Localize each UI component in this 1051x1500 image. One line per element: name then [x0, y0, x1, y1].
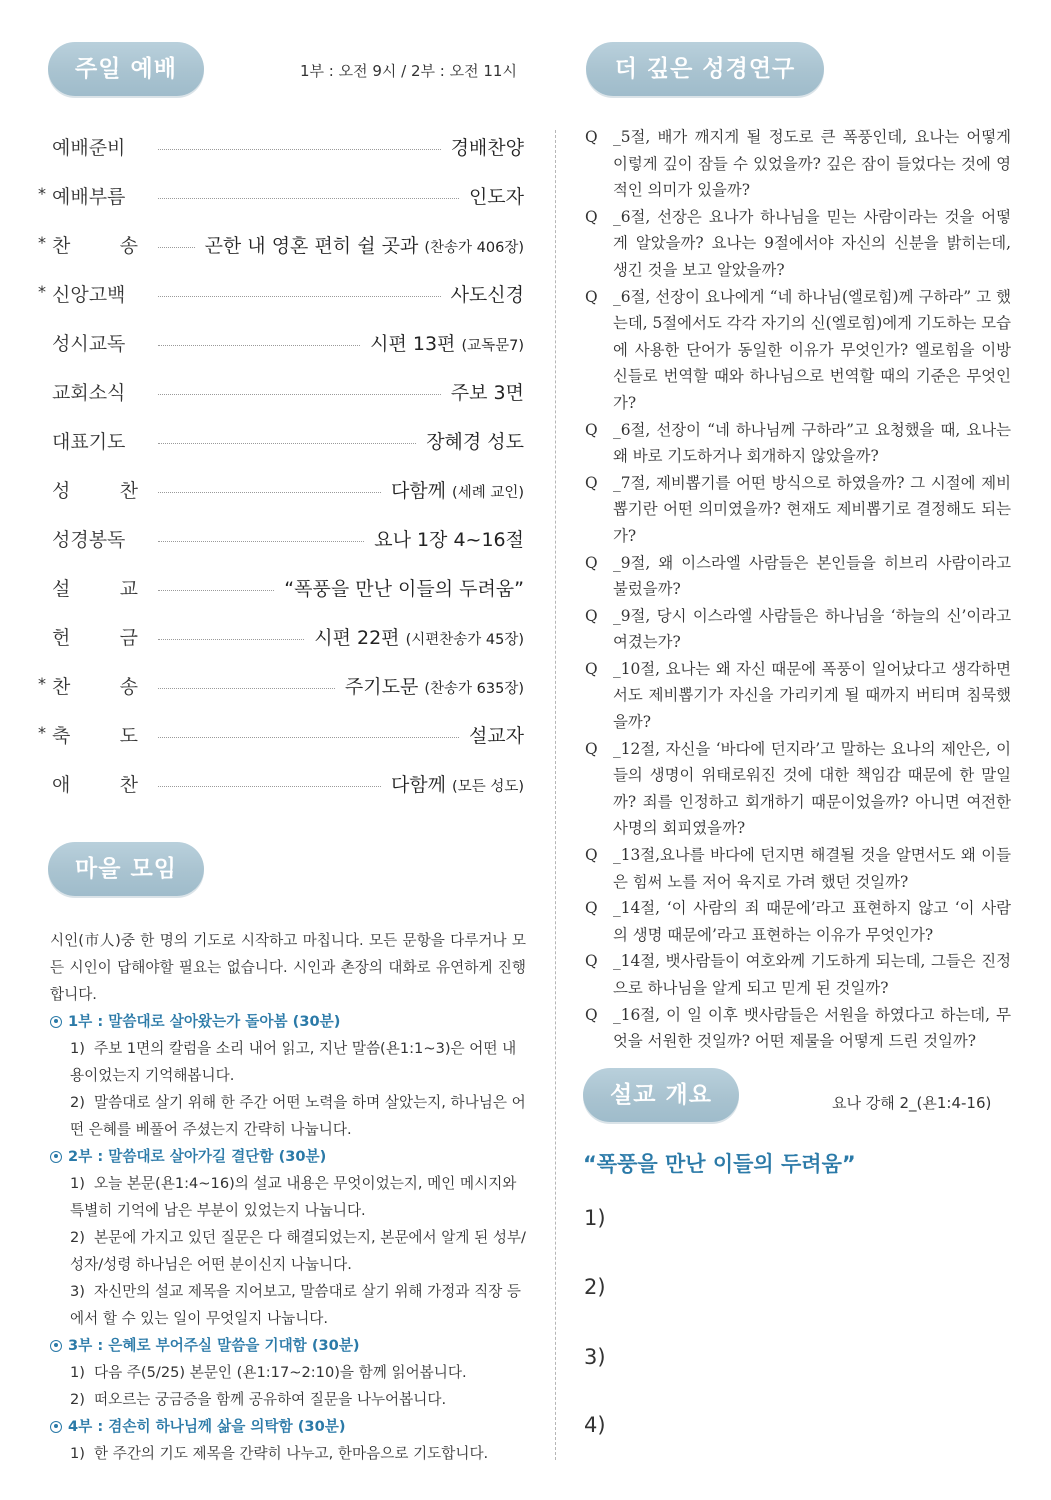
study-questions	[585, 124, 1011, 1055]
worship-times: 1부 : 오전 9시 / 2부 : 오전 11시	[300, 62, 517, 80]
part-heading: 3부 : 은혜로 부어주실 말씀을 기대함 (30분)	[50, 1332, 526, 1359]
order-value: 인도자	[468, 186, 524, 208]
list-item: 1) 다음 주(5/25) 본문인 (욘1:17~2:10)을 함께 읽어봅니다.	[70, 1364, 467, 1381]
order-value: 곤한 내 영혼 편히 쉴 곳과 (찬송가 406장)	[204, 235, 524, 257]
question-item: Q _9절, 당시 이스라엘 사람들은 하나님을 ‘하늘의 신’이라고 여겼는가?	[585, 606, 1011, 652]
order-label: 찬 송	[52, 676, 138, 698]
order-value: 주기도문 (찬송가 635장)	[344, 676, 524, 698]
dot-leader	[158, 345, 360, 346]
target-bullet-icon	[50, 1151, 62, 1163]
question-item: Q _9절, 왜 이스라엘 사람들은 본인들을 히브리 사람이라고 불렀을까?	[585, 553, 1011, 599]
worship-order-row	[38, 220, 524, 269]
dot-leader	[158, 247, 195, 248]
required-star: *	[38, 233, 46, 252]
worship-order-row	[38, 514, 524, 563]
order-value: 다함께 (세례 교인)	[390, 480, 524, 502]
order-label: 예배부름	[52, 186, 126, 208]
part-heading: 4부 : 겸손히 하나님께 삶을 의탁함 (30분)	[50, 1413, 526, 1440]
list-item: 1) 한 주간의 기도 제목을 간략히 나누고, 한마음으로 기도합니다.	[70, 1445, 489, 1462]
list-item: 1) 오늘 본문(욘1:4~16)의 설교 내용은 무엇이었는지, 메인 메시지와 특별히 기억에 남은 부분이 있었는지 나눕니다.	[70, 1175, 517, 1219]
required-star: *	[38, 184, 46, 203]
worship-order-row	[38, 661, 524, 710]
dot-leader	[158, 394, 441, 395]
worship-order-row	[38, 612, 524, 661]
order-value: “폭풍을 만난 이들의 두려움”	[284, 578, 524, 600]
order-value: 다함께 (모든 성도)	[390, 774, 524, 796]
target-bullet-icon	[50, 1340, 62, 1352]
list-item: 2) 말씀대로 살기 위해 한 주간 어떤 노력을 하며 살았는지, 하나님은 어떤 은혜를 베풀어 주셨는지 간략히 나눕니다.	[70, 1094, 526, 1138]
order-label: 성경봉독	[52, 529, 126, 551]
order-label: 교회소식	[52, 382, 126, 404]
order-label: 예배준비	[52, 137, 126, 159]
required-star: *	[38, 282, 46, 301]
dot-leader	[158, 443, 416, 444]
village-intro: 시인(市人)중 한 명의 기도로 시작하고 마칩니다. 모든 문항을 다루거나 모든 시인이 답해야할 필요는 없습니다. 시인과 촌장의 대화로 유연하게 진행합니다.	[50, 932, 526, 1003]
order-label: 애 찬	[52, 774, 138, 796]
worship-order-row	[38, 563, 524, 612]
question-item: Q _14절, ‘이 사람의 죄 때문에’라고 표현하지 않고 ‘이 사람의 생명 때문에’라고 표현하는 이유가 무엇인가?	[585, 899, 1011, 944]
dot-leader	[158, 541, 364, 542]
target-bullet-icon	[50, 1016, 62, 1028]
dot-leader	[158, 198, 459, 199]
list-item: 2) 본문에 가지고 있던 질문은 다 해결되었는지, 본문에서 알게 된 성부/성자/성령 하나님은 어떤 분이신지 나눕니다.	[70, 1229, 526, 1273]
outline-point-4: 4)	[584, 1413, 606, 1437]
question-item: Q _7절, 제비뽑기를 어떤 방식으로 하였을까? 그 시절에 제비뽑기란 어떤 의미였을까? 현재도 제비뽑기로 결정해도 되는가?	[585, 473, 1011, 545]
order-label: 신앙고백	[52, 284, 126, 306]
study-header: 더 깊은 성경연구	[586, 42, 824, 96]
order-label: 찬 송	[52, 235, 138, 257]
order-value: 요나 1장 4~16절	[374, 529, 524, 551]
column-divider	[555, 130, 556, 1460]
worship-order-row	[38, 122, 524, 171]
order-value: 장혜경 성도	[426, 431, 524, 453]
order-label: 축 도	[52, 725, 138, 747]
list-item: 3) 자신만의 설교 제목을 지어보고, 말씀대로 살기 위해 가정과 직장 등에서 할 수 있는 일이 무엇일지 나눕니다.	[70, 1283, 522, 1327]
dot-leader	[158, 688, 335, 689]
dot-leader	[158, 590, 274, 591]
order-value: 시편 13편 (교독문7)	[370, 333, 524, 355]
order-value: 시편 22편 (시편찬송가 45장)	[314, 627, 524, 649]
worship-order-row	[38, 710, 524, 759]
outline-reference: 요나 강해 2_(욘1:4-16)	[832, 1094, 992, 1112]
outline-point-1: 1)	[584, 1206, 606, 1230]
question-item: Q _5절, 배가 깨지게 될 정도로 큰 폭풍인데, 요나는 어떻게 이렇게 깊이 잠들 수 있었을까? 깊은 잠이 들었다는 것에 영적인 의미가 있을까?	[585, 128, 1011, 200]
target-bullet-icon	[50, 1421, 62, 1433]
question-item: Q _6절, 선장이 요나에게 “네 하나님(엘로힘)께 구하라” 고 했는데, 5절에서도 각각 자기의 신(엘로힘)에게 기도하는 모습에 사용한 단어가 동일한 이유가 무엇인가? 엘로힘을 이방 신들로 번역할 때와 하나님으로 번역할 때의 기준은 무엇인가?	[585, 287, 1011, 412]
order-label: 헌 금	[52, 627, 138, 649]
dot-leader	[158, 737, 459, 738]
order-value: 설교자	[468, 725, 524, 747]
worship-order-row	[38, 367, 524, 416]
order-value: 경배찬양	[450, 137, 524, 159]
sermon-title: “폭풍을 만난 이들의 두려움”	[583, 1152, 856, 1176]
outline-point-2: 2)	[584, 1275, 606, 1299]
required-star: *	[38, 723, 46, 742]
worship-order-row	[38, 416, 524, 465]
order-value: 주보 3면	[450, 382, 524, 404]
outline-header: 설교 개요	[583, 1068, 739, 1122]
village-header: 마을 모임	[48, 842, 204, 896]
part-heading: 1부 : 말씀대로 살아왔는가 돌아봄 (30분)	[50, 1008, 526, 1035]
worship-order-row	[38, 465, 524, 514]
dot-leader	[158, 296, 441, 297]
question-item: Q _6절, 선장이 “네 하나님께 구하라”고 요청했을 때, 요나는 왜 바로 기도하거나 회개하지 않았을까?	[585, 420, 1011, 466]
worship-header: 주일 예배	[48, 42, 204, 96]
question-item: Q _10절, 요나는 왜 자신 때문에 폭풍이 일어났다고 생각하면서도 제비뽑기가 자신을 가리키게 될 때까지 버티며 침묵했을까?	[585, 659, 1011, 732]
outline-point-3: 3)	[584, 1345, 606, 1369]
dot-leader	[158, 786, 381, 787]
question-item: Q _13절,요나를 바다에 던지면 해결될 것을 알면서도 왜 이들은 힘써 노를 저어 육지로 가려 했던 것일까?	[585, 846, 1011, 891]
dot-leader	[158, 492, 381, 493]
order-label: 대표기도	[52, 431, 126, 453]
dot-leader	[158, 639, 304, 640]
question-item: Q _6절, 선장은 요나가 하나님을 믿는 사람이라는 것을 어떻게 알았을까? 요나는 9절에서야 자신의 신분을 밝히는데, 생긴 것을 보고 알았을까?	[585, 207, 1011, 279]
order-label: 성시교독	[52, 333, 126, 355]
worship-order-row	[38, 759, 524, 808]
required-star: *	[38, 674, 46, 693]
village-guide	[50, 927, 526, 1467]
question-item: Q _14절, 뱃사람들이 여호와께 기도하게 되는데, 그들은 진정으로 하나님을 알게 되고 믿게 된 것일까?	[585, 952, 1011, 997]
order-label: 설 교	[52, 578, 138, 600]
question-item: Q _12절, 자신을 ‘바다에 던지라’고 말하는 요나의 제안은, 이들의 생명이 위태로워진 것에 대한 책임감 때문에 한 말일까? 죄를 인정하고 회개하기 때문이었을까? 아니면 여전한 사명의 회피였을까?	[585, 739, 1011, 838]
dot-leader	[158, 149, 441, 150]
part-heading: 2부 : 말씀대로 살아가길 결단함 (30분)	[50, 1143, 526, 1170]
worship-order-row	[38, 269, 524, 318]
list-item: 1) 주보 1면의 칼럼을 소리 내어 읽고, 지난 말씀(욘1:1~3)은 어떤 내용이었는지 기억해봅니다.	[70, 1040, 517, 1084]
worship-order-row	[38, 171, 524, 220]
worship-order	[38, 122, 524, 808]
order-value: 사도신경	[450, 284, 524, 306]
question-item: Q _16절, 이 일 이후 뱃사람들은 서원을 하였다고 하는데, 무엇을 서원한 것일까? 어떤 제물을 어떻게 드린 것일까?	[585, 1005, 1011, 1051]
order-label: 성 찬	[52, 480, 138, 502]
list-item: 2) 떠오르는 궁금증을 함께 공유하여 질문을 나누어봅니다.	[70, 1391, 447, 1408]
worship-order-row	[38, 318, 524, 367]
